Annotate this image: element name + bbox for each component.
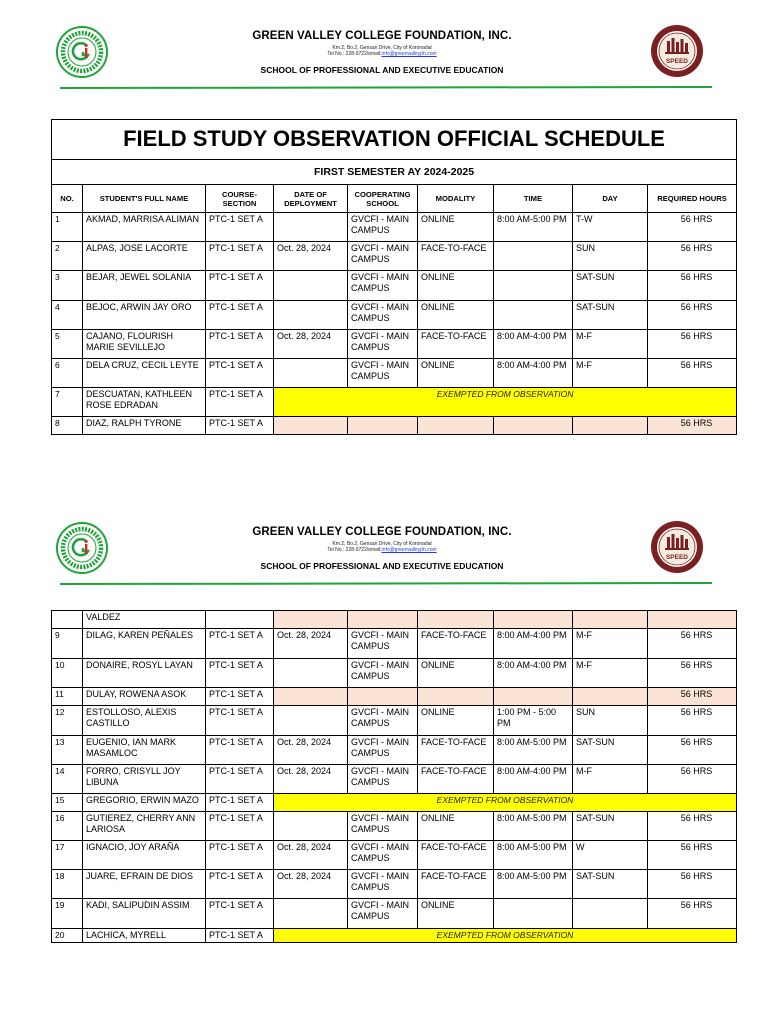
course-section-cell: PTC-1 SET A (206, 388, 274, 417)
row-number-cell: 3 (52, 271, 83, 301)
exempted-status-cell: EXEMPTED FROM OBSERVATION (274, 388, 737, 417)
row-number-cell: 9 (52, 629, 83, 659)
spee-seal-icon (650, 520, 704, 574)
cooperating-school-cell: GVCFI - MAIN CAMPUS (348, 812, 418, 841)
modality-cell: ONLINE (418, 899, 494, 929)
day-cell: T-W (573, 213, 648, 242)
modality-cell: FACE-TO-FACE (418, 841, 494, 870)
deployment-date-cell (274, 417, 348, 435)
row-number-cell: 6 (52, 359, 83, 388)
row-number-cell: 13 (52, 736, 83, 765)
deployment-date-cell: Oct. 28, 2024 (274, 736, 348, 765)
time-cell: 8:00 AM-5:00 PM (494, 213, 573, 242)
course-section-cell: PTC-1 SET A (206, 271, 274, 301)
table-row (52, 330, 737, 359)
row-number-cell: 17 (52, 841, 83, 870)
course-section-cell: PTC-1 SET A (206, 870, 274, 899)
deployment-date-cell (274, 688, 348, 706)
modality-cell (418, 417, 494, 435)
row-number-cell: 14 (52, 765, 83, 794)
time-cell: 8:00 AM-4:00 PM (494, 629, 573, 659)
course-section-cell: PTC-1 SET A (206, 736, 274, 765)
required-hours-cell: 56 HRS (648, 812, 737, 841)
course-section-cell: PTC-1 SET A (206, 765, 274, 794)
table-row (52, 271, 737, 301)
day-cell: SAT-SUN (573, 870, 648, 899)
semester-label: FIRST SEMESTER AY 2024-2025 (52, 160, 737, 185)
day-cell: M-F (573, 629, 648, 659)
deployment-date-cell (274, 271, 348, 301)
column-header-row (52, 185, 737, 213)
course-section-cell: PTC-1 SET A (206, 417, 274, 435)
course-section-cell: PTC-1 SET A (206, 330, 274, 359)
cooperating-school-cell: GVCFI - MAIN CAMPUS (348, 870, 418, 899)
cooperating-school-cell: GVCFI - MAIN CAMPUS (348, 736, 418, 765)
student-name-cell: DULAY, ROWENA ASOK (83, 688, 206, 706)
student-name-cell: BEJAR, JEWEL SOLANIA (83, 271, 206, 301)
row-number-cell: 2 (52, 242, 83, 271)
college-address: Km.2, Bo.2, Gensan Drive, City of Koronadal (332, 541, 432, 547)
table-row (52, 870, 737, 899)
modality-cell: ONLINE (418, 301, 494, 330)
document-header (56, 22, 712, 82)
row-number-cell: 7 (52, 388, 83, 417)
deployment-date-cell: Oct. 28, 2024 (274, 765, 348, 794)
deployment-date-cell (274, 359, 348, 388)
table-row (52, 794, 737, 812)
course-section-cell: PTC-1 SET A (206, 929, 274, 943)
modality-cell: FACE-TO-FACE (418, 629, 494, 659)
cooperating-school-cell: GVCFI - MAIN CAMPUS (348, 765, 418, 794)
header-divider (60, 86, 712, 89)
modality-cell: FACE-TO-FACE (418, 736, 494, 765)
student-name-cell: BEJOC, ARWIN JAY ORO (83, 301, 206, 330)
document-title: FIELD STUDY OBSERVATION OFFICIAL SCHEDULE (52, 120, 737, 160)
required-hours-cell: 56 HRS (648, 629, 737, 659)
modality-cell (418, 611, 494, 629)
time-cell: 8:00 AM-5:00 PM (494, 870, 573, 899)
course-section-cell: PTC-1 SET A (206, 359, 274, 388)
required-hours-cell: 56 HRS (648, 765, 737, 794)
student-name-cell: GREGORIO, ERWIN MAZO (83, 794, 206, 812)
course-section-cell: PTC-1 SET A (206, 242, 274, 271)
table-row (52, 765, 737, 794)
row-number-cell: 19 (52, 899, 83, 929)
required-hours-cell: 56 HRS (648, 688, 737, 706)
day-cell: SAT-SUN (573, 271, 648, 301)
table-row (52, 899, 737, 929)
day-cell: SUN (573, 706, 648, 736)
course-section-cell (206, 611, 274, 629)
cooperating-school-cell: GVCFI - MAIN CAMPUS (348, 629, 418, 659)
student-name-cell: DESCUATAN, KATHLEEN ROSE EDRADAN (83, 388, 206, 417)
deployment-date-cell: Oct. 28, 2024 (274, 242, 348, 271)
day-cell: SAT-SUN (573, 301, 648, 330)
student-name-cell: GUTIEREZ, CHERRY ANN LARIOSA (83, 812, 206, 841)
spee-logo-text: SPEED (665, 554, 689, 561)
cooperating-school-cell: GVCFI - MAIN CAMPUS (348, 301, 418, 330)
row-number-cell: 18 (52, 870, 83, 899)
table-row (52, 736, 737, 765)
cooperating-school-cell: GVCFI - MAIN CAMPUS (348, 213, 418, 242)
deployment-date-cell: Oct. 28, 2024 (274, 870, 348, 899)
student-name-cell: FORRO, CRISYLL JOY LIBUNA (83, 765, 206, 794)
table-row (52, 812, 737, 841)
col-time-header: TIME (494, 185, 573, 213)
row-number-cell: 16 (52, 812, 83, 841)
required-hours-cell: 56 HRS (648, 417, 737, 435)
row-number-cell (52, 611, 83, 629)
day-cell: W (573, 841, 648, 870)
time-cell (494, 611, 573, 629)
row-number-cell: 4 (52, 301, 83, 330)
student-name-cell: CAJANO, FLOURISH MARIE SEVILLEJO (83, 330, 206, 359)
day-cell (573, 611, 648, 629)
modality-cell: ONLINE (418, 213, 494, 242)
college-contact (116, 51, 648, 57)
cooperating-school-cell: GVCFI - MAIN CAMPUS (348, 330, 418, 359)
course-section-cell: PTC-1 SET A (206, 301, 274, 330)
header-divider (60, 582, 712, 585)
deployment-date-cell (274, 659, 348, 688)
schedule-rows-page2 (52, 611, 737, 943)
deployment-date-cell: Oct. 28, 2024 (274, 841, 348, 870)
day-cell: M-F (573, 330, 648, 359)
spee-logo-text: SPEED (665, 58, 689, 65)
modality-cell: ONLINE (418, 812, 494, 841)
student-name-cell: IGNACIO, JOY ARAÑA (83, 841, 206, 870)
required-hours-cell: 56 HRS (648, 213, 737, 242)
student-name-cell: ESTOLLOSO, ALEXIS CASTILLO (83, 706, 206, 736)
day-cell (573, 417, 648, 435)
table-row (52, 301, 737, 330)
gvcfi-seal-icon (56, 522, 108, 574)
time-cell: 1:00 PM - 5:00 PM (494, 706, 573, 736)
day-cell: SAT-SUN (573, 812, 648, 841)
course-section-cell: PTC-1 SET A (206, 841, 274, 870)
document-header (56, 518, 712, 578)
row-number-cell: 10 (52, 659, 83, 688)
col-course-section-header: COURSE-SECTION (206, 185, 274, 213)
col-day-header: DAY (573, 185, 648, 213)
cooperating-school-cell: GVCFI - MAIN CAMPUS (348, 359, 418, 388)
day-cell: M-F (573, 765, 648, 794)
row-number-cell: 20 (52, 929, 83, 943)
row-number-cell: 12 (52, 706, 83, 736)
cooperating-school-cell (348, 688, 418, 706)
deployment-date-cell (274, 812, 348, 841)
required-hours-cell (648, 611, 737, 629)
modality-cell: FACE-TO-FACE (418, 330, 494, 359)
table-row (52, 841, 737, 870)
course-section-cell: PTC-1 SET A (206, 706, 274, 736)
cooperating-school-cell: GVCFI - MAIN CAMPUS (348, 899, 418, 929)
col-cooperating-school-header: COOPERATING SCHOOL (348, 185, 418, 213)
student-name-cell: EUGENIO, IAN MARK MASAMLOC (83, 736, 206, 765)
table-row (52, 359, 737, 388)
table-row (52, 659, 737, 688)
day-cell (573, 899, 648, 929)
time-cell (494, 688, 573, 706)
school-name: SCHOOL OF PROFESSIONAL AND EXECUTIVE EDUCATION (260, 65, 504, 75)
table-row (52, 688, 737, 706)
table-row (52, 417, 737, 435)
cooperating-school-cell (348, 611, 418, 629)
deployment-date-cell (274, 706, 348, 736)
email-link[interactable]: info@greenvalleyph.com (381, 547, 437, 553)
schedule-rows-page1 (52, 213, 737, 435)
required-hours-cell: 56 HRS (648, 736, 737, 765)
student-name-cell: DELA CRUZ, CECIL LEYTE (83, 359, 206, 388)
email-link[interactable]: info@greenvalleyph.com (381, 51, 437, 57)
row-number-cell: 15 (52, 794, 83, 812)
required-hours-cell: 56 HRS (648, 271, 737, 301)
exempted-status-cell: EXEMPTED FROM OBSERVATION (274, 794, 737, 812)
table-row (52, 629, 737, 659)
required-hours-cell: 56 HRS (648, 301, 737, 330)
time-cell: 8:00 AM-5:00 PM (494, 736, 573, 765)
required-hours-cell: 56 HRS (648, 359, 737, 388)
required-hours-cell: 56 HRS (648, 870, 737, 899)
required-hours-cell: 56 HRS (648, 330, 737, 359)
student-name-cell: DIAZ, RALPH TYRONE (83, 417, 206, 435)
college-name: GREEN VALLEY COLLEGE FOUNDATION, INC. (252, 526, 512, 538)
gvcfi-seal-icon (56, 26, 108, 78)
school-name: SCHOOL OF PROFESSIONAL AND EXECUTIVE EDUCATION (260, 561, 504, 571)
contact-label: Tel No.: 228-9722/email: (327, 51, 382, 57)
modality-cell: FACE-TO-FACE (418, 765, 494, 794)
time-cell: 8:00 AM-4:00 PM (494, 359, 573, 388)
table-row (52, 242, 737, 271)
college-contact (116, 547, 648, 553)
deployment-date-cell (274, 213, 348, 242)
table-row (52, 388, 737, 417)
time-cell (494, 899, 573, 929)
col-no-header: NO. (52, 185, 83, 213)
college-name: GREEN VALLEY COLLEGE FOUNDATION, INC. (252, 30, 512, 42)
col-full-name-header: STUDENT'S FULL NAME (83, 185, 206, 213)
table-row (52, 929, 737, 943)
cooperating-school-cell: GVCFI - MAIN CAMPUS (348, 706, 418, 736)
student-name-cell: DONAIRE, ROSYL LAYAN (83, 659, 206, 688)
day-cell: M-F (573, 659, 648, 688)
time-cell: 8:00 AM-5:00 PM (494, 812, 573, 841)
row-number-cell: 8 (52, 417, 83, 435)
day-cell (573, 688, 648, 706)
contact-label: Tel No.: 228-9722/email: (327, 547, 382, 553)
course-section-cell: PTC-1 SET A (206, 899, 274, 929)
day-cell: SUN (573, 242, 648, 271)
table-row (52, 213, 737, 242)
deployment-date-cell (274, 899, 348, 929)
time-cell (494, 417, 573, 435)
student-name-cell: KADI, SALIPUDIN ASSIM (83, 899, 206, 929)
deployment-date-cell: Oct. 28, 2024 (274, 330, 348, 359)
day-cell: M-F (573, 359, 648, 388)
course-section-cell: PTC-1 SET A (206, 688, 274, 706)
row-number-cell: 5 (52, 330, 83, 359)
exempted-status-cell: EXEMPTED FROM OBSERVATION (274, 929, 737, 943)
course-section-cell: PTC-1 SET A (206, 794, 274, 812)
time-cell: 8:00 AM-5:00 PM (494, 841, 573, 870)
student-name-cell: ALPAS, JOSE LACORTE (83, 242, 206, 271)
course-section-cell: PTC-1 SET A (206, 659, 274, 688)
college-address: Km.2, Bo.2, Gensan Drive, City of Koronadal (332, 45, 432, 51)
course-section-cell: PTC-1 SET A (206, 213, 274, 242)
deployment-date-cell (274, 301, 348, 330)
table-row (52, 706, 737, 736)
modality-cell: ONLINE (418, 271, 494, 301)
cooperating-school-cell: GVCFI - MAIN CAMPUS (348, 242, 418, 271)
time-cell: 8:00 AM-4:00 PM (494, 659, 573, 688)
student-name-cell: JUARE, EFRAIN DE DIOS (83, 870, 206, 899)
row-number-cell: 11 (52, 688, 83, 706)
cooperating-school-cell: GVCFI - MAIN CAMPUS (348, 271, 418, 301)
deployment-date-cell: Oct. 28, 2024 (274, 629, 348, 659)
row-number-cell: 1 (52, 213, 83, 242)
modality-cell (418, 688, 494, 706)
student-name-cell: LACHICA, MYRELL (83, 929, 206, 943)
time-cell (494, 271, 573, 301)
schedule-table-page1 (51, 119, 737, 435)
required-hours-cell: 56 HRS (648, 841, 737, 870)
schedule-table-page2 (51, 610, 737, 943)
cooperating-school-cell: GVCFI - MAIN CAMPUS (348, 659, 418, 688)
required-hours-cell: 56 HRS (648, 659, 737, 688)
col-modality-header: MODALITY (418, 185, 494, 213)
day-cell: SAT-SUN (573, 736, 648, 765)
modality-cell: FACE-TO-FACE (418, 242, 494, 271)
modality-cell: ONLINE (418, 659, 494, 688)
cooperating-school-cell (348, 417, 418, 435)
modality-cell: ONLINE (418, 706, 494, 736)
student-name-cell: AKMAD, MARRISA ALIMAN (83, 213, 206, 242)
spee-seal-icon (650, 24, 704, 78)
col-required-hours-header: REQUIRED HOURS (648, 185, 737, 213)
student-name-cell: DILAG, KAREN PEÑALES (83, 629, 206, 659)
course-section-cell: PTC-1 SET A (206, 812, 274, 841)
time-cell: 8:00 AM-4:00 PM (494, 330, 573, 359)
time-cell (494, 301, 573, 330)
deployment-date-cell (274, 611, 348, 629)
col-date-deployment-header: DATE OF DEPLOYMENT (274, 185, 348, 213)
required-hours-cell: 56 HRS (648, 899, 737, 929)
time-cell: 8:00 AM-4:00 PM (494, 765, 573, 794)
required-hours-cell: 56 HRS (648, 706, 737, 736)
required-hours-cell: 56 HRS (648, 242, 737, 271)
cooperating-school-cell: GVCFI - MAIN CAMPUS (348, 841, 418, 870)
student-name-cell: VALDEZ (83, 611, 206, 629)
modality-cell: FACE-TO-FACE (418, 870, 494, 899)
modality-cell: ONLINE (418, 359, 494, 388)
time-cell (494, 242, 573, 271)
course-section-cell: PTC-1 SET A (206, 629, 274, 659)
table-row (52, 611, 737, 629)
